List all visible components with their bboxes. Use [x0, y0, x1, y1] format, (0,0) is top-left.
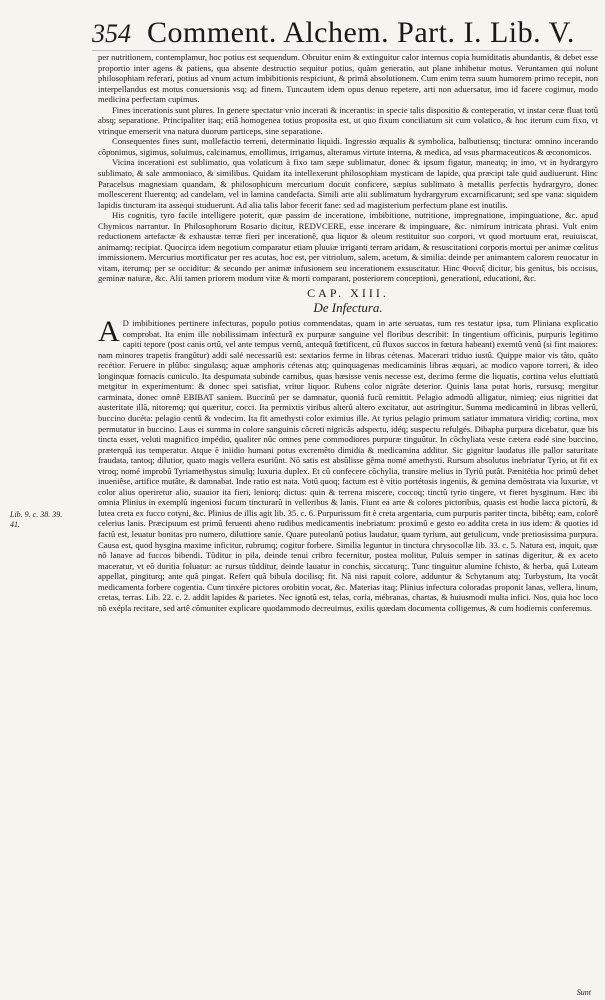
text-body [98, 52, 598, 613]
paragraph-consequentes: Consequentes fines sunt, mollefactio terreni, determinatio liquidi. Ingressio æqualis & symbolica, balbutiensq; tinctura: omnino incerando cõponimus, sigimus, soluimus, calcinamus, emollimus, irrigamus, alteramus virtute interna, & medica, ad vsus pharmaceuticos & œconomicos. [98, 136, 598, 157]
running-head: Comment. Alchem. Part. I. Lib. V. [147, 16, 575, 49]
margin-note: Lib. 9. c. 38. 39. 41. [10, 510, 63, 529]
chapter-title: De Infectura. [313, 300, 383, 316]
paragraph-infectura [98, 315, 598, 613]
drop-cap: A [98, 315, 120, 349]
paragraph-sublimatio: Vicina incerationi est sublimatio, qua volaticum à fixo tam sæpe sublimatur, donec & ipsum figatur, maneatq; in imo, vt in hydrargyro sublimato, & sale ammoniaco, & similibus. Quidam ita intellexerunt philosophiam mysticam de lapide, qua præcipi tale quid audiuerunt. Hinc Paracelsus magnesiam quandam, & philosophicum mercurium docuit conficere, sæpius sublimato à metallis perfectis hydrargyro, donec mollescerent fluerentq; ad candelam, vel in lamina candefacta. Simili arte alii sublimatum hydrargyrum excarnificarunt; sed spe vana: siquidem lapidis tincturam ita assequi studuerunt. Ad alia talis labor fecerit fane: sed ad magisterium perfectum plane est inutilis. [98, 157, 598, 210]
chapter-number: CAP. XIII. [307, 286, 389, 301]
paragraph-cognitis: His cognitis, tyro facile intelligere poterit, quæ passim de inceratione, imbibitione, nutritione, impregnatione, impinguatione, &c. apud Chymicos narrantur. In Philosophorum Rosario dicitur, REDVCERE, esse incerare & impinguare, &c. nimirum intricata phrasi. Vult enim reductionem artefactæ & exhaustæ terræ fieri per incerationê, qua liquor & oleum restituitur suo corpori, vt quod mortuum erat, reuiuiscat, animamq; recipiat. Quocirca idem negotium comparatur etiam pluuiæ irriganti terram aridam, & resuscitationi corporis mortui per animæ cœlitus immissionem. Mercurius mortificatur per res acutas, hoc est, per vitriolum, salem, acetum, & similia: deinde per animantem calorem reuocatur in vitam, iterumq; per se occiditur: & secundo per animæ infusionem seu incerationem exsuscitatur. Hinc Φoινιξ dicitur, bis genitus, bis occisus, geminæ naturæ, &c. Alii tamen priorem modum vitæ & morti comparant, posteriorem conceptioni, generationi, educationi, &c. [98, 210, 598, 284]
catchword: Sunt [576, 988, 591, 997]
paragraph-fines: Fines incerationis sunt plures. In genere spectatur vnio incerati & incerantis: in specie talis dispositio & conteperatio, vt instar ceræ fluat totû absq; separatione. Principaliter itaq; etiâ homogenea totius proposita est, ut quo fixum conciliatum sit cum volatico, & hoc iterum cum fixo, vt vtrinque emerserit vna natura duorum particeps, sine separatione. [98, 104, 598, 136]
page-header [92, 16, 592, 51]
paragraph-infectura-text: D imbibitiones pertinere infecturas, populo potius commendatas, quam in arte seruatas, tum res testatur ipsa, tum Pliniana explicatio comprobat. Ita enim ille nobilissimam infecturâ ex purpuræ sanguine vel floribus describit: In tingentium officinis, purpuris legitimo capiti tepore (post canis ortû, vel ante tempus vernû, antequâ fœtificent, cû fluxos succos in fœtura habeant) exemtû venû (si fint maiores: nam minores trapetis frangûtur) addi salé necessariû est: sextarios ferme in libras cétenas. Macerari triduo iustû. Quippe maior vis tãto, quãto recétior. Feruere in plûbo: singulasq; aquæ amphoris cétenas atq; quinquagenas medicaminis libras æquari, ac modico vapore torreri, & ideo longinquæ fornacis cuniculo. Ita despumata subinde carnibus, quas hæsisse venis necesse est, decimo ferme die liquatis, cortina velus eluttiatû metgitur in experimentum: & donec spei satisfiat, vritur liquor. Rubens color nigrãte deterior. Quinis lana potat horis, rursusq; mergitur carminata, donec omnê EBIBAT saniem. Buccinû per se damnatur, quoniá fucû remittit. Pelagio admodû alligatur, nimieq; eius nigritiei dat austeritate illã, nitoremq; qui quæritur, cocci. Ita permixtis viribus alterû altero excitatur, aut astringitur. Summa medicaminû in libras vellerû, buccino ducéta: pelagio centû & vndecim. Ita fit amethysti color eximius ille. At tyrius pelagio primum satiatur immatura viridiq; cortina, mox permutatur in buccino. Laus ei summa in colore sanguinis côcreti nigricãs adspectu, idéq; suspectu refulgés. Dibapha purpura dicebatur, quæ bis tincta esset, veluti magnifico impédio, qualiter nûc omnes pene commodiores purpuræ tinguûtur. In cõchyliata veste cætera eadé sine buccino, præterquâ ius temperatur. Atque ẽ iniidio humani potus excremêto dimidia & medicamina additur. Sic gignitur laudatus ille pallor saturitate fraudata, tantoq; dilutior, quato magis vellera esuriûnt. Nõ satis est absûlisse gêma nomé amethysti. Rursum absolutus inebriatur Tyrio, ut fit ex vtroq; nomé improbû Tyriamethystus simulq; luxuria duplex. Et cû confecere cõchylia, transire melius in Tyriû putât. Pænitétia hoc primû debet inueniêse, artifice mutâte, & damnabat. Inde ratio est nata. Votû quoq; factum est è vitio portétosis ingeniis, & gemina demõstrata via luxuriæ, vt color alius operiretur alio, suauior ita fieri, leniorq; dictus: quin & terrena miscere, coccoq; tinctû tyrio tingere, vt fieret hysginum. Hæc ibi omnia Plinius in exemplû ingeniosi fucum tincturarû in velleribus & lanis. Fiunt ea arte & colores pictoribus, quasis est hodie lacca pictorû, & lutea creta ex fucco cotyni, &c. Plinius de illis agit lib. 35. c. 6. Purpurissum fit è creta argentaria, cum purpuris pariter tincta, bibêtq; eam, colorê celerius lanis. Præcipuum est primû feruenti aheno rudibus medicamentis inebriatum: proximû e gesto eo addita creta in ius idem: & quoties id factû est, leuatur bonitas pro numero, diluttiore sanie. Quare puteolanû potius laudatur, quam tyrium, aut getulicum, vnde pretiosissima purpura. Causa est, quod hysgina maxime inficitur, rubrumq; cogitur forbere. Similia leguntur in tinctura chrysocollæ lib. 33. c. 5. Natura est, inquit, quæ nô lanave ad fuccos bibendi. Tûditur in pila, deinde tenui cribro fecernitur, postea molitur, Puluis semper in satinas digeritur, & ex aceto maceratur, vt eõ duritia foluatur: ac rursus tûdditur, deinde lauatur in conchis, siccaturq;. Tunc tinguitur alumine fchisto, & herba, quã Luteam appellat, pingiturq; ante quã pingat. Refert quã bibula docilisq; fit. Nã nisi rapuit colore, adduntur & Schytanum atq; Turbystum, Ita vocât medicamenta forbere cogentia. Cum tinxére pictores orobitin vocat, &c. Materias itaq; Plinius infectura coloradas proponit lanas, vellera, linum, cretas, terras. Lib. 22. c. 2. addit lapides & parietes. Nec ignotû est, telas, coria, mébranas, chartas, & huiusmodi multa infici. Nos, quia hoc loco nõ exépla recitare, sed artê cõmuniter explicare quodammodo decreuimus, exilis quædam documenta colligemus, & cum hodiernis conferemus. [98, 318, 598, 613]
paragraph-continuation: per nutritionem, contemplamur, hoc potius est sequendum. Obruitur enim & extinguitur calor internus copia humiditatis abundantis, & debet esse proportio inter agens & patiens, qua absente destructio sequitur potius, quàm generatio, aut plane inhibetur motus. Veruntamen qui nolunt philosophiam referari, potius ad vnum actum imbibitionis respiciunt, & primâ absolutionem. Cum enim terra suum humorem primo recepit, non interpellandus est motus conuersionis vsq; ad finem. Tuncautem idem opus denuo repetere, arti non aduersatur, imo id facere cogimur, modo medicina perfectam cupimus. [98, 52, 598, 105]
page-number: 354 [92, 19, 131, 48]
